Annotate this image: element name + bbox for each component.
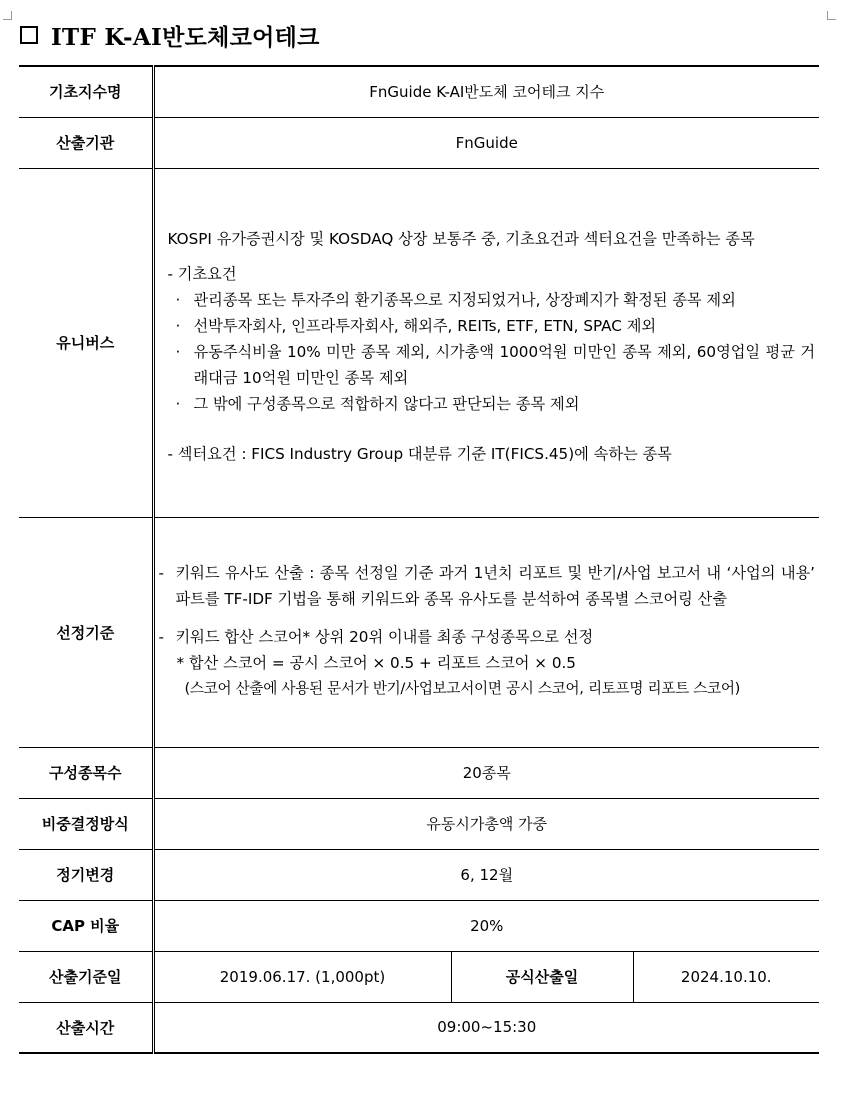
value-base-date: 2019.06.17. (1,000pt) <box>153 951 451 1002</box>
row-calc-time <box>19 1002 819 1053</box>
label-universe: 유니버스 <box>19 168 153 517</box>
index-info-table <box>19 65 819 1054</box>
score-note: (스코어 산출에 사용된 문서가 반기/사업보고서이면 공시 스코어, 리토프명 리포트 스코어) <box>184 680 741 697</box>
checkbox-square-icon <box>20 26 38 44</box>
row-universe <box>19 168 819 517</box>
criteria-item-score-rank: - 키워드 합산 스코어* 상위 20위 이내를 최종 구성종목으로 선정 <box>158 628 594 646</box>
basic-requirement-item: · 관리종목 또는 투자주의 환기종목으로 지정되었거나, 상장폐지가 확정된 종목 제외 <box>175 291 736 309</box>
score-formula: * 합산 스코어 = 공시 스코어 × 0.5 + 리포트 스코어 × 0.5 <box>176 654 576 672</box>
document-title <box>20 18 320 52</box>
title-text: ITF K-AI반도체코어테크 <box>51 23 320 51</box>
label-criteria: 선정기준 <box>19 517 153 747</box>
label-base-date: 산출기준일 <box>19 951 153 1002</box>
row-base-date <box>19 951 819 1002</box>
value-criteria <box>153 517 819 747</box>
criteria-item-keyword-similarity: - 키워드 유사도 산출 : 종목 선정일 기준 과거 1년치 리포트 및 반기/사업 보고서 내 ‘사업의 내용’ 파트를 TF-IDF 기법을 통해 키워드와 종목 유사도를 분석하여 종목별 스코어링 산출 <box>158 564 815 608</box>
label-calc-agency: 산출기관 <box>19 117 153 168</box>
label-base-index: 기초지수명 <box>19 66 153 117</box>
row-cap <box>19 900 819 951</box>
page-corner-mark <box>3 11 12 20</box>
row-constituents <box>19 747 819 798</box>
row-weighting <box>19 798 819 849</box>
value-universe <box>153 168 819 517</box>
page-corner-mark <box>827 11 836 20</box>
label-constituents: 구성종목수 <box>19 747 153 798</box>
label-cap: CAP 비율 <box>19 900 153 951</box>
basic-requirement-item: · 그 밖에 구성종목으로 적합하지 않다고 판단되는 종목 제외 <box>175 395 580 413</box>
value-weighting: 유동시가총액 가중 <box>153 798 819 849</box>
row-rebalance <box>19 849 819 900</box>
basic-requirement-item: · 선박투자회사, 인프라투자회사, 해외주, REITs, ETF, ETN, SPAC 제외 <box>175 317 657 335</box>
sector-requirement: - 섹터요건 : FICS Industry Group 대분류 기준 IT(FICS.45)에 속하는 종목 <box>167 445 672 463</box>
value-base-index: FnGuide K-AI반도체 코어테크 지수 <box>153 66 819 117</box>
row-calc-agency <box>19 117 819 168</box>
value-calc-time: 09:00~15:30 <box>153 1002 819 1053</box>
basic-requirements-heading: - 기초요건 <box>167 265 237 283</box>
label-official-start: 공식산출일 <box>451 951 633 1002</box>
value-official-start: 2024.10.10. <box>633 951 819 1002</box>
value-cap: 20% <box>153 900 819 951</box>
basic-requirement-item: · 유동주식비율 10% 미만 종목 제외, 시가총액 1000억원 미만인 종목 제외, 60영업일 평균 거래대금 10억원 미만인 종목 제외 <box>175 343 815 387</box>
label-rebalance: 정기변경 <box>19 849 153 900</box>
universe-intro: KOSPI 유가증권시장 및 KOSDAQ 상장 보통주 중, 기초요건과 섹터요건을 만족하는 종목 <box>167 230 755 248</box>
value-constituents: 20종목 <box>153 747 819 798</box>
label-calc-time: 산출시간 <box>19 1002 153 1053</box>
row-criteria <box>19 517 819 747</box>
value-rebalance: 6, 12월 <box>153 849 819 900</box>
row-base-index <box>19 66 819 117</box>
value-calc-agency: FnGuide <box>153 117 819 168</box>
label-weighting: 비중결정방식 <box>19 798 153 849</box>
